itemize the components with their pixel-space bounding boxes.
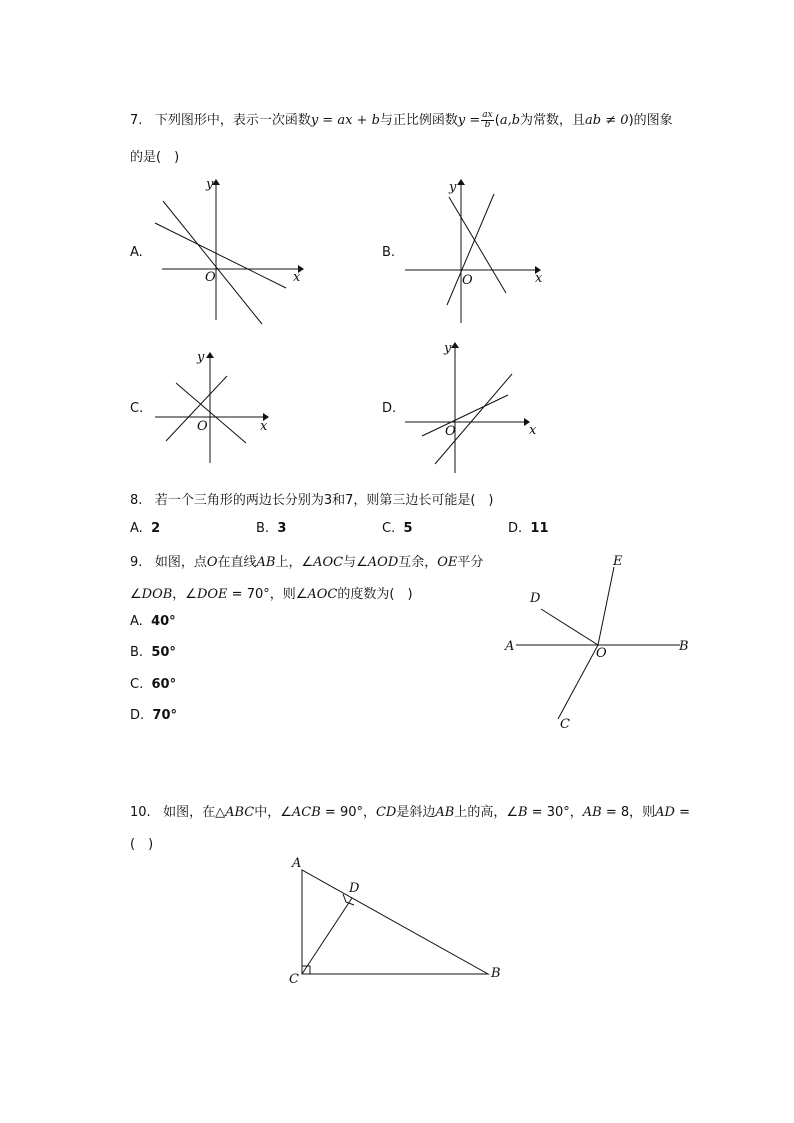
q9-l2a: ∠ [130, 587, 142, 602]
q9-t2: 在直线 [217, 555, 257, 570]
origin-label: O [462, 273, 473, 288]
q7-option-d-label: D. [382, 401, 397, 416]
line-2 [163, 201, 262, 324]
y-label: y [449, 180, 457, 195]
q7-paren: ( [494, 113, 500, 128]
q9-option-d-label: D. [130, 708, 145, 723]
q8-number: 8. [130, 493, 143, 508]
line-1 [422, 395, 508, 436]
origin-label: O [205, 270, 216, 285]
q7-option-a-label: A. [130, 245, 143, 260]
q7-text-d: )的图象 [628, 113, 673, 128]
q9-t6: 平分 [457, 555, 484, 570]
label-c: C [289, 972, 299, 987]
q8-option-c-value: 5 [403, 521, 413, 536]
q7-graph-d [398, 338, 548, 478]
origin-label: O [197, 419, 208, 434]
q10-figure [280, 850, 515, 990]
label-c: C [560, 717, 570, 732]
q10-segment-ab-2: AB [582, 805, 602, 820]
label-a: A [292, 856, 302, 871]
q8-option-a-value: 2 [151, 521, 161, 536]
line-1 [155, 223, 286, 288]
q8-option-d-label: D. [508, 521, 523, 536]
y-axis-arrow [457, 179, 465, 185]
q10-angle-b: B [517, 805, 528, 820]
q9-option-a-value: 40° [151, 614, 176, 629]
q7-eq2-lhs: y = [457, 113, 481, 128]
q9-option-c [130, 677, 176, 692]
q8-text: 若一个三角形的两边长分别为3和7，则第三边长可能是( ) [154, 493, 494, 508]
x-label: x [529, 423, 537, 438]
q7-text-a: 下列图形中，表示一次函数 [154, 113, 311, 128]
q7-question [130, 109, 673, 130]
line-1 [447, 194, 494, 305]
q10-segment-ab: AB [435, 805, 455, 820]
y-label: y [444, 341, 452, 356]
q10-t7: = 8，则 [601, 805, 656, 820]
q9-l2b: ，∠ [172, 587, 197, 602]
q9-t1: 如图，点 [154, 555, 207, 570]
q10-question [130, 801, 690, 820]
label-o: O [596, 646, 607, 661]
q9-ray-oe: OE [437, 555, 458, 570]
q9-point-o: O [206, 555, 218, 570]
y-axis-arrow [206, 352, 214, 358]
q8-option-c [382, 521, 413, 536]
q7-cond: ab ≠ 0 [585, 113, 629, 128]
label-e: E [613, 554, 623, 569]
q9-angle-doe: DOE [196, 587, 228, 602]
line-2 [176, 383, 246, 443]
altitude-cd [302, 898, 352, 974]
q9-question-line2 [130, 583, 413, 602]
q8-option-c-label: C. [382, 521, 396, 536]
line-2 [449, 197, 506, 293]
origin-label: O [445, 424, 456, 439]
ray-oc [558, 645, 598, 719]
q7-frac-num: ax [482, 110, 493, 120]
q7-number: 7. [130, 113, 143, 128]
line-2 [435, 374, 512, 464]
q9-option-b [130, 645, 176, 660]
x-label: x [293, 270, 301, 285]
x-label: x [260, 419, 268, 434]
q10-triangle-abc: ABC [225, 805, 255, 820]
q9-option-d-value: 70° [152, 708, 178, 723]
q10-t6: = 30°， [527, 805, 583, 820]
q9-t5: 互余， [398, 555, 438, 570]
q7-question-line2: 的是( ) [130, 150, 180, 165]
y-label: y [197, 350, 205, 365]
q9-angle-aod: AOD [367, 555, 399, 570]
q7-graph-a [150, 175, 310, 330]
q9-angle-aoc-2: AOC [307, 587, 338, 602]
q9-t4: 与∠ [343, 555, 368, 570]
q7-text-b: 与正比例函数 [379, 113, 458, 128]
ray-od [541, 609, 598, 645]
q8-option-d [508, 521, 549, 536]
q7-option-c-label: C. [130, 401, 144, 416]
q10-t3: = 90°， [320, 805, 376, 820]
q9-option-a-label: A. [130, 614, 143, 629]
q10-angle-acb: ACB [291, 805, 321, 820]
label-a: A [505, 639, 515, 654]
q8-question [130, 489, 494, 508]
q7-graph-b [398, 175, 558, 330]
q10-question-line2: ( ) [130, 837, 154, 852]
label-d: D [349, 881, 360, 896]
y-label: y [206, 177, 214, 192]
label-b: B [679, 639, 689, 654]
label-d: D [530, 591, 541, 606]
q9-option-a [130, 614, 176, 629]
q9-t3: 上，∠ [275, 555, 314, 570]
q7-frac-den: b [484, 120, 491, 130]
q9-angle-dob: DOB [141, 587, 173, 602]
q8-option-b [256, 521, 286, 536]
triangle-abc [302, 870, 488, 974]
q7-graph-c [150, 343, 280, 468]
q10-segment-cd: CD [375, 805, 397, 820]
q10-number: 10. [130, 805, 151, 820]
q8-option-d-value: 11 [530, 521, 549, 536]
q9-l2d: 的度数为( ) [337, 587, 413, 602]
q7-fraction [481, 111, 493, 130]
q9-option-c-value: 60° [151, 677, 177, 692]
q10-t4: 是斜边 [396, 805, 436, 820]
q7-text-c: 为常数，且 [520, 113, 586, 128]
x-label: x [535, 271, 543, 286]
q9-option-d [130, 708, 177, 723]
y-axis-arrow [451, 342, 459, 348]
q9-number: 9. [130, 555, 143, 570]
q9-question [130, 551, 483, 570]
q7-eq1: y = ax + b [310, 113, 380, 128]
q10-t2: 中，∠ [254, 805, 292, 820]
q8-option-b-value: 3 [277, 521, 287, 536]
q10-t8: = [674, 805, 690, 820]
q10-t5: 上的高，∠ [454, 805, 518, 820]
q7-params: a,b [499, 113, 521, 128]
q10-t1: 如图，在△ [163, 805, 226, 820]
q10-segment-ad: AD [655, 805, 675, 820]
q9-option-b-label: B. [130, 645, 144, 660]
label-b: B [491, 966, 501, 981]
q7-option-b-label: B. [382, 245, 396, 260]
q9-option-c-label: C. [130, 677, 144, 692]
q9-angle-aoc: AOC [313, 555, 344, 570]
ray-oe [598, 567, 614, 645]
q9-l2c: = 70°，则∠ [227, 587, 308, 602]
q8-option-a-label: A. [130, 521, 143, 536]
q9-line-ab: AB [256, 555, 276, 570]
q8-option-a [130, 521, 160, 536]
q8-option-b-label: B. [256, 521, 270, 536]
q9-figure [500, 545, 700, 740]
q9-option-b-value: 50° [151, 645, 176, 660]
